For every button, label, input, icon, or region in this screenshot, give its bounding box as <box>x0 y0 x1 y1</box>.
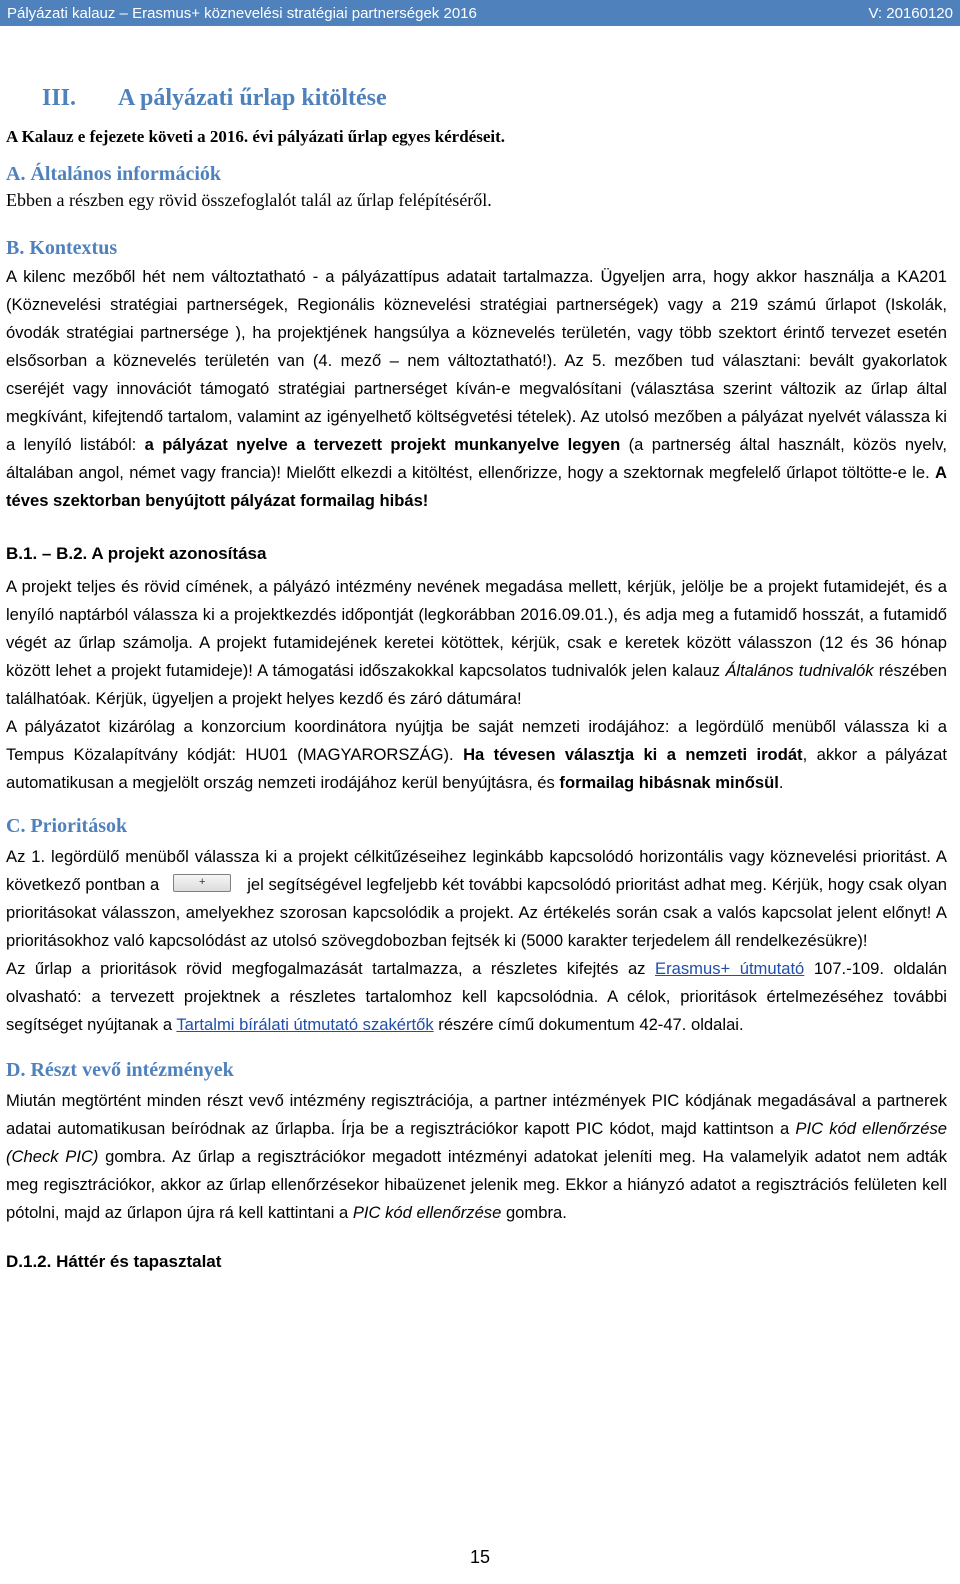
section-d-text-3: gombra. <box>501 1203 567 1222</box>
section-b12-paragraph-2 <box>6 713 947 797</box>
section-c-paragraph-2 <box>6 955 947 1039</box>
section-b12-text-1: A projekt teljes és rövid címének, a pályázó intézmény nevének megadása mellett, kérjük, jelölje be a projekt futamidejét, és a lenyíló naptárból válassza ki a projektkezdés időpontját (legkorábban 2016.09.01.), és adja meg a futamidő hosszát, a futamidő végét az űrlap számolja. A projekt futamidejének keretei kötöttek, kérjük, csak e keretek között válasszon (12 és 36 hónap között lehet a projekt futamideje)! A támogatási időszakokkal kapcsolatos tudnivalók jelen kalauz <box>6 577 947 680</box>
section-b12-text-5: . <box>778 773 784 792</box>
section-b-title: B. Kontextus <box>6 237 118 259</box>
section-b12-text-2: részében találhatóak. Kérjük, ügyeljen a projekt helyes kezdő és záró dátumára! <box>6 661 948 708</box>
section-a-text: Ebben a részben egy rövid összefoglalót talál az űrlap felépítéséről. <box>6 190 492 210</box>
section-b-bold-1: a pályázat nyelve a tervezett projekt munkanyelve legyen <box>144 435 621 454</box>
chapter-intro: A Kalauz e fejezete követi a 2016. évi pályázati űrlap egyes kérdéseit. <box>6 127 506 146</box>
section-b-text-1: A kilenc mezőből hét nem változtatható - a pályázattípus adatait tartalmazza. Ügyeljen arra, hogy akkor használja a KA201 (Köznevelési stratégiai partnerségek, Regionális köznevelési stratégiai partnerségek) vagy a 219 számú űrlapot (Iskolák, óvodák stratégiai partnersége ), ha projektjének hangsúlya a köznevelés területén, vagy több szektort érintő tervezet esetén elsősorban a köznevelés területén van (4. mező – nem változtatható!). Az 5. mezőben tud választani: bevált gyakorlatok cseréjét vagy innovációt támogató stratégiai partnerséget kíván-e megvalósítani (választása szerint változik az űrlap által megkívánt, kifejtendő tartalom, valamint az igényelhető költségvetési tételek). Az utolsó mezőben a pályázat nyelvét válassza ki a lenyíló listából: <box>6 267 947 454</box>
evaluation-guide-link[interactable]: Tartalmi bírálati útmutató szakértők <box>176 1015 434 1034</box>
section-b-text-2: (a partnerség által használt, közös nyelv, általában angol, német vagy francia)! Mielőtt elkezdi a kitöltést, ellenőrizze, hogy a szektornak megfelelő űrlapot töltötte-e le. <box>6 435 947 482</box>
section-b12-bold-1: Ha tévesen választja ki a nemzeti irodát <box>463 745 803 764</box>
section-b12-text-3: A pályázatot kizárólag a konzorcium koordinátora nyújtja be saját nemzeti irodájához: a legördülő menüből válassza ki a Tempus Közalapítvány kódját: HU01 (MAGYARORSZÁG). <box>6 717 947 764</box>
section-d-text-1: Miután megtörtént minden részt vevő intézmény regisztrációja, a partner intézmények PIC kódjának megadásával a partnerek adatai automatikusan beíródnak az űrlapba. Írja be a regisztrációkor kapott PIC kódot, majd kattintson a <box>6 1091 947 1138</box>
section-d-italic-1: PIC kód ellenőrzése (Check PIC) <box>6 1119 947 1166</box>
page-content <box>6 85 947 1281</box>
erasmus-guide-link[interactable]: Erasmus+ útmutató <box>655 959 805 978</box>
section-c-title: C. Prioritások <box>6 815 128 837</box>
header-title: Pályázati kalauz – Erasmus+ köznevelési stratégiai partnerségek 2016 <box>7 4 477 22</box>
section-d-text-2: gombra. Az űrlap a regisztrációkor megadott intézményi adatokat jeleníti meg. Ha valamelyik adatot nem adták meg regisztrációkor, akkor az űrlap ellenőrzésekor hibaüzenet jelenik meg. Ekkor a hiányzó adatot a regisztrációs felületen kell pótolni, majd az űrlapon újra rá kell kattintani a <box>6 1147 947 1222</box>
section-c-paragraph-1 <box>6 843 947 955</box>
section-c-text-3: Az űrlap a prioritások rövid megfogalmazását tartalmazza, a részletes kifejtés az <box>6 959 656 978</box>
section-a-title: A. Általános információk <box>6 163 221 185</box>
section-b12-bold-2: formailag hibásnak minősül <box>559 773 779 792</box>
chapter-number: III. <box>42 85 77 111</box>
chapter-title: A pályázati űrlap kitöltése <box>118 85 387 111</box>
section-b-bold-2: A téves szektorban benyújtott pályázat formailag hibás! <box>6 463 947 510</box>
add-priority-button: + <box>173 874 231 892</box>
section-c-text-5: részére című dokumentum 42-47. oldalai. <box>433 1015 744 1034</box>
section-b12-title: B.1. – B.2. A projekt azonosítása <box>6 544 267 563</box>
section-b12-text-4: , akkor a pályázat automatikusan a megjelölt ország nemzeti irodájához kerül benyújtásra, és <box>6 745 948 792</box>
section-c-text-4: 107.-109. oldalán olvasható: a tervezett projektnek a részletes tartalomhoz kell kapcsolódnia. A célok, prioritások értelmezéséhez további segítséget nyújtanak a <box>6 959 947 1034</box>
section-d-italic-2: PIC kód ellenőrzése <box>352 1203 502 1222</box>
section-c-text-1: Az 1. legördülő menüből válassza ki a projekt célkitűzéseihez leginkább kapcsolódó horizontális vagy köznevelési prioritást. A következő pontban a <box>6 847 947 894</box>
section-d-paragraph <box>6 1087 947 1227</box>
page-number: 15 <box>469 1547 491 1567</box>
header-version: V: 20160120 <box>868 4 953 22</box>
section-c-text-2: jel segítségével legfeljebb két további kapcsolódó prioritást adhat meg. Kérjük, hogy csak olyan prioritásokat válasszon, amelyekhez szorosan kapcsolódik a projekt. Az értékelés során csak a valós kapcsolat jelent előnyt! A prioritásokhoz való kapcsolódást az utolsó szövegdobozban fejtsék ki (5000 karakter terjedelem áll rendelkezésükre)! <box>6 875 947 950</box>
section-b-paragraph <box>6 263 947 515</box>
section-b12-italic: Általános tudnivalók <box>725 661 874 680</box>
chapter-heading <box>42 85 947 117</box>
section-b12-paragraph-1 <box>6 573 947 713</box>
section-d-title: D. Részt vevő intézmények <box>6 1059 234 1081</box>
running-header <box>0 0 960 26</box>
section-d12-title: D.1.2. Háttér és tapasztalat <box>6 1252 222 1271</box>
